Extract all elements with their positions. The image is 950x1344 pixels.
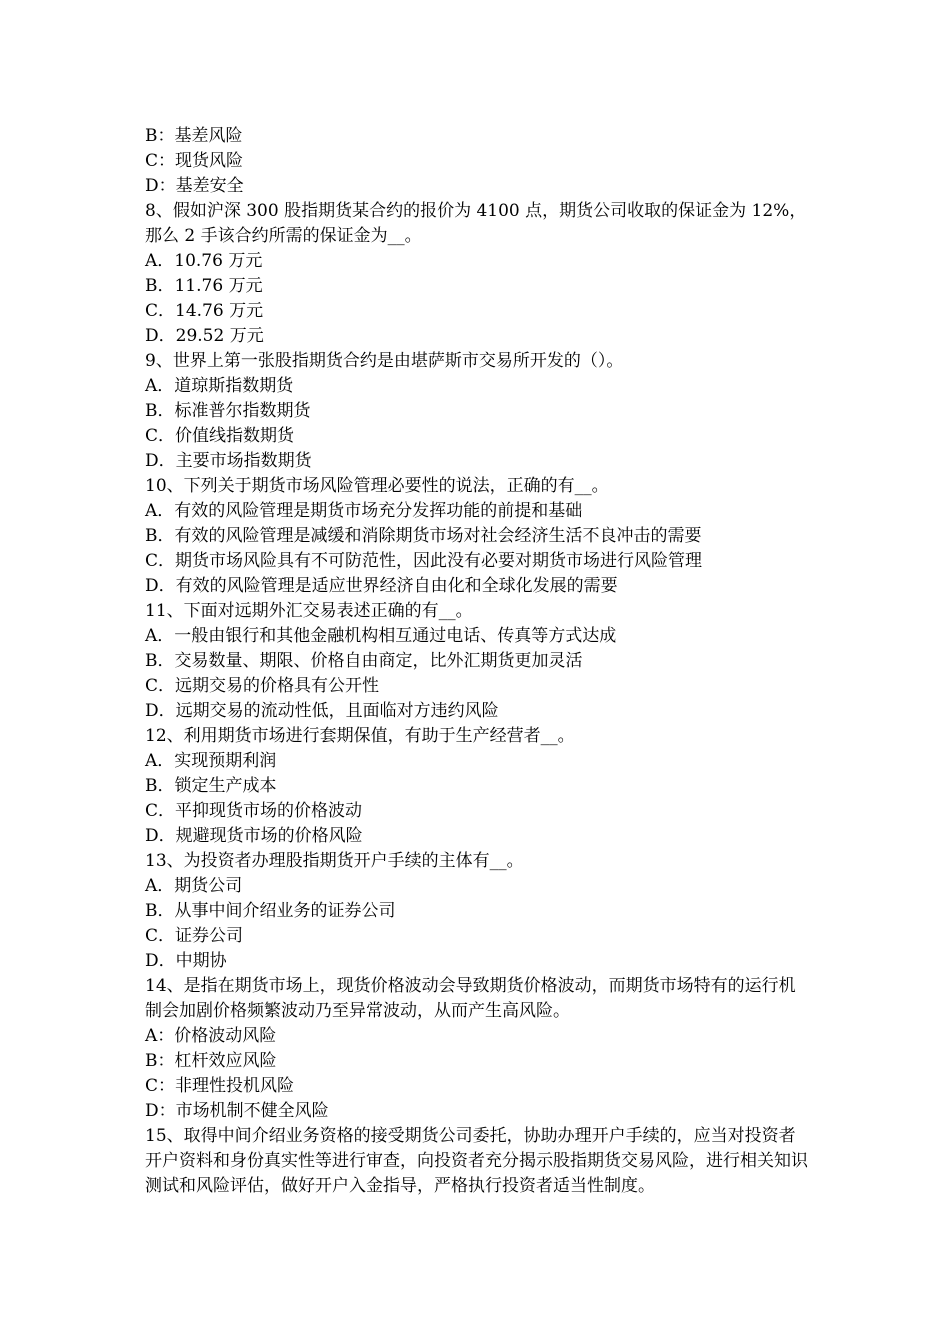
question-text: 8、假如沪深 300 股指期货某合约的报价为 4100 点，期货公司收取的保证金为 12%，那么 2 手该合约所需的保证金为__。: [145, 201, 807, 246]
option-text: B．有效的风险管理是减缓和消除期货市场对社会经济生活不良冲击的需要: [145, 526, 702, 546]
question-text: 12、利用期货市场进行套期保值，有助于生产经营者__。: [145, 726, 575, 746]
option-text: B．从事中间介绍业务的证券公司: [145, 901, 396, 921]
option-text: A．有效的风险管理是期货市场充分发挥功能的前提和基础: [145, 501, 583, 521]
question-text: 10、下列关于期货市场风险管理必要性的说法，正确的有__。: [145, 476, 609, 496]
question-text: 15、取得中间介绍业务资格的接受期货公司委托，协助办理开户手续的，应当对投资者开户资料和身份真实性等进行审查，向投资者充分揭示股指期货交易风险，进行相关知识测试和风险评估，做好开户入金指导，严格执行投资者适当性制度。: [145, 1126, 808, 1196]
option-text: C．平抑现货市场的价格波动: [145, 801, 363, 821]
option-text: A．实现预期利润: [145, 751, 277, 771]
option-text: D：基差安全: [145, 176, 244, 196]
question-text: 9、世界上第一张股指期货合约是由堪萨斯市交易所开发的（）。: [145, 351, 624, 371]
option-text: D．29.52 万元: [145, 326, 264, 346]
option-text: C．14.76 万元: [145, 301, 264, 321]
option-text: D．规避现货市场的价格风险: [145, 826, 363, 846]
option-text: D．主要市场指数期货: [145, 451, 312, 471]
option-text: D．有效的风险管理是适应世界经济自由化和全球化发展的需要: [145, 576, 618, 596]
question-text: 11、下面对远期外汇交易表述正确的有__。: [145, 601, 473, 621]
question-text: 13、为投资者办理股指期货开户手续的主体有__。: [145, 851, 524, 871]
question-text: 14、是指在期货市场上，现货价格波动会导致期货价格波动，而期货市场特有的运行机制会加剧价格频繁波动乃至异常波动，从而产生高风险。: [145, 976, 796, 1021]
option-text: B．锁定生产成本: [145, 776, 277, 796]
option-text: B：杠杆效应风险: [145, 1051, 277, 1071]
option-text: A．10.76 万元: [145, 251, 263, 271]
option-text: B．标准普尔指数期货: [145, 401, 311, 421]
option-text: A．期货公司: [145, 876, 243, 896]
option-text: C．远期交易的价格具有公开性: [145, 676, 380, 696]
option-text: D．中期协: [145, 951, 227, 971]
option-text: C．期货市场风险具有不可防范性，因此没有必要对期货市场进行风险管理: [145, 551, 703, 571]
option-text: D：市场机制不健全风险: [145, 1101, 329, 1121]
option-text: C．价值线指数期货: [145, 426, 295, 446]
option-text: A．道琼斯指数期货: [145, 376, 294, 396]
option-text: A：价格波动风险: [145, 1026, 277, 1046]
option-text: C：非理性投机风险: [145, 1076, 295, 1096]
option-text: D．远期交易的流动性低，且面临对方违约风险: [145, 701, 499, 721]
option-text: C．证券公司: [145, 926, 244, 946]
option-text: B．交易数量、期限、价格自由商定，比外汇期货更加灵活: [145, 651, 583, 671]
option-text: B：基差风险: [145, 126, 243, 146]
document-page: [145, 124, 810, 1199]
option-text: C：现货风险: [145, 151, 244, 171]
option-text: A．一般由银行和其他金融机构相互通过电话、传真等方式达成: [145, 626, 617, 646]
option-text: B．11.76 万元: [145, 276, 263, 296]
